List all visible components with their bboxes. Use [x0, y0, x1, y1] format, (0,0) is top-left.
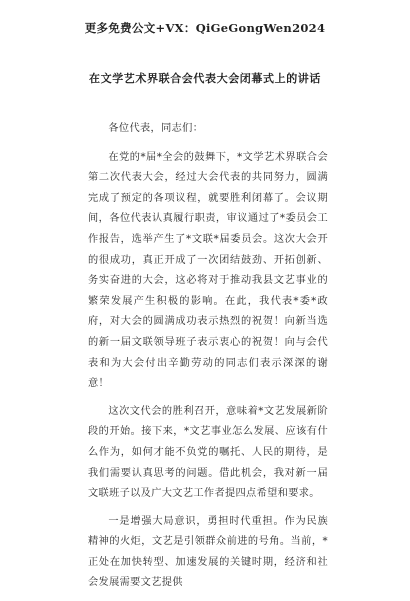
speech-body — [88, 119, 328, 601]
paragraph-2: 这次文代会的胜利召开，意味着*文艺发展新阶段的开始。接下来，*文艺事业怎么发展、应该有什么作为，如何才能不负党的嘱托、人民的期待，是我们需要认真思考的问题。借此机会，我对新一届文联班子以及广大文艺工作者提四点希望和要求。 — [88, 405, 328, 500]
speech-title: 在文学艺术界联合会代表大会闭幕式上的讲话 — [89, 72, 321, 85]
paragraph-1: 在党的*届*全会的鼓舞下，*文学艺术界联合会第二次代表大会，经过大会代表的共同努力，圆满完成了预定的各项议程，就要胜利闭幕了。会议期间，各位代表认真履行职责，审议通过了*委员会工作报告，选举产生了*文联*届委员会。这次大会开的很成功，真正开成了一次团结鼓劲、开拓创新、务实奋进的大会，这必将对于推动我县文艺事业的繁荣发展产生积极的影响。在此，我代表*委*政府，对大会的圆满成功表示热烈的祝贺！向新当选的新一届文联领导班子表示衷心的祝贺！向与会代表和为大会付出辛勤劳动的同志们表示深深的谢意！ — [88, 151, 328, 390]
watermark-header: 更多免费公文+VX：QiGeGongWen2024 — [84, 21, 326, 35]
salutation: 各位代表，同志们： — [108, 123, 204, 134]
paragraph-3: 一是增强大局意识，勇担时代重担。作为民族精神的火炬，文艺是引领群众前进的号角。当前，*正处在加快转型、加速发展的关键时期，经济和社会发展需要文艺提供 — [88, 515, 328, 589]
